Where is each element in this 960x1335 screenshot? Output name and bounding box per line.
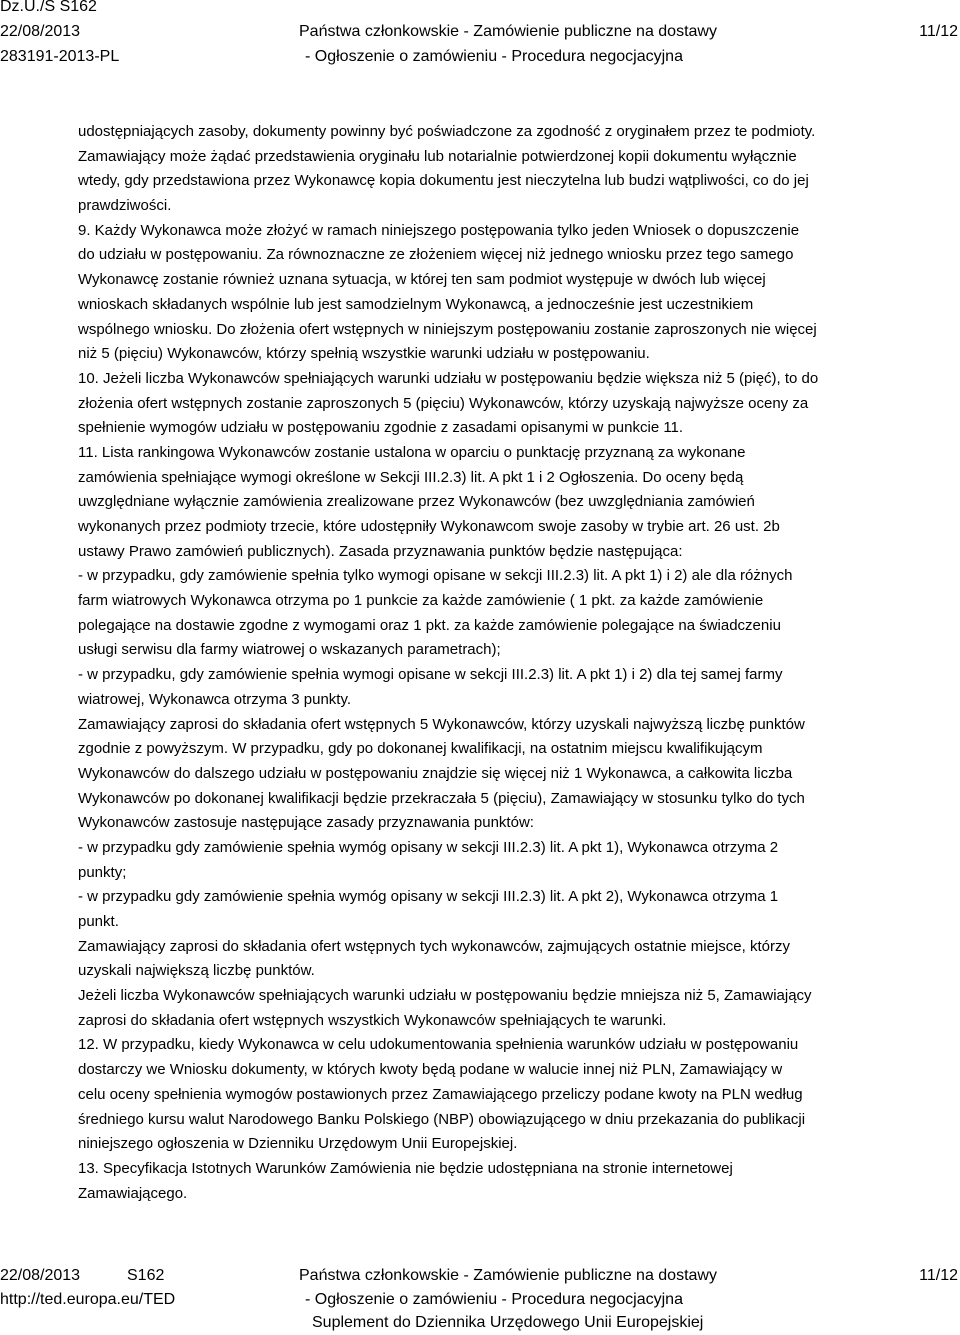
text-line: farm wiatrowych Wykonawca otrzyma po 1 punkcie za każde zamówienie ( 1 pkt. za każde zamówienie xyxy=(78,592,764,610)
text-line: Wykonawców zastosuje następujące zasady przyznawania punktów: xyxy=(78,814,534,832)
text-line: Wykonawców po dokonanej kwalifikacji będzie przekraczała 5 (pięciu), Zamawiający w stosunku tylko do tych xyxy=(78,789,805,807)
text-line: Wykonawcę zostanie również uznana sytuacja, w której ten sam podmiot występuje w dwóch lub więcej xyxy=(78,271,766,289)
footer-date: 22/08/2013 xyxy=(0,1267,81,1284)
footer-subtitle: - Ogłoszenie o zamówieniu - Procedura negocjacyjna xyxy=(305,1291,683,1308)
text-line: zamówienia spełniające wymogi określone w Sekcji III.2.3) lit. A pkt 1 i 2 Ogłoszenia. Do oceny będą xyxy=(78,468,744,486)
text-line: do udziału w postępowaniu. Za równoznaczne ze złożeniem więcej niż jednego wniosku przez tego samego xyxy=(78,246,794,264)
text-line: ustawy Prawo zamówień publicznych). Zasada przyznawania punktów będzie następująca: xyxy=(78,542,683,560)
text-line: - w przypadku gdy zamówienie spełnia wymóg opisany w sekcji III.2.3) lit. A pkt 2), Wykonawca otrzyma 1 xyxy=(78,888,779,906)
header-title: Państwa członkowskie - Zamówienie publiczne na dostawy xyxy=(299,23,717,40)
text-line: średniego kursu walut Narodowego Banku Polskiego (NBP) obowiązującego w dniu przekazania do publikacji xyxy=(78,1110,806,1128)
text-line: Jeżeli liczba Wykonawców spełniających warunki udziału w postępowaniu będzie mniejsza niż 5, Zamawiający xyxy=(78,987,812,1005)
text-line: udostępniających zasoby, dokumenty powinny być poświadczone za zgodność z oryginałem przez te podmioty. xyxy=(78,123,816,140)
text-line: 9. Każdy Wykonawca może złożyć w ramach niniejszego postępowania tylko jeden Wniosek o dopuszczenie xyxy=(78,221,800,239)
text-line: usługi serwisu dla farmy wiatrowej o wskazanych parametrach); xyxy=(78,641,501,659)
text-line: niż 5 (pięciu) Wykonawców, którzy spełnią wszystkie warunki udziału w postępowaniu. xyxy=(78,345,650,363)
text-line: złożenia ofert wstępnych zostanie zaproszonych 5 (pięciu) Wykonawców, którzy uzyskają najwyższe oceny za xyxy=(78,394,809,412)
footer-url: http://ted.europa.eu/TED xyxy=(0,1291,176,1308)
text-line: 10. Jeżeli liczba Wykonawców spełniających warunki udziału w postępowaniu będzie większa niż 5 (pięć), to do xyxy=(78,369,819,387)
footer-page-number: 11/12 xyxy=(919,1267,958,1284)
footer-issue: S162 xyxy=(127,1267,165,1284)
header-page-number: 11/12 xyxy=(919,23,958,40)
text-line: punkt. xyxy=(78,913,119,930)
header-subtitle: - Ogłoszenie o zamówieniu - Procedura negocjacyjna xyxy=(305,48,683,65)
text-line: wykonanych przez podmioty trzecie, które udostępniły Wykonawcom swoje zasoby w trybie art. 26 ust. 2b xyxy=(78,518,780,535)
text-line: wnioskach składanych wspólnie lub jest samodzielnym Wykonawcą, a jednocześnie jest uczestnikiem xyxy=(78,295,754,313)
text-line: 11. Lista rankingowa Wykonawców zostanie ustalona w oparciu o punktację przyznaną za wykonane xyxy=(78,443,746,461)
notice-body-text xyxy=(78,120,948,1206)
text-line: prawdziwości. xyxy=(78,197,172,215)
text-line: 13. Specyfikacja Istotnych Warunków Zamówienia nie będzie udostępniana na stronie internetowej xyxy=(78,1159,733,1177)
text-line: niniejszego ogłoszenia w Dzienniku Urzędowym Unii Europejskiej. xyxy=(78,1135,518,1153)
document-id: 283191-2013-PL xyxy=(0,48,120,65)
footer-title: Państwa członkowskie - Zamówienie publiczne na dostawy xyxy=(299,1267,717,1284)
text-line: Wykonawców do dalszego udziału w postępowaniu znajdzie się więcej niż 1 Wykonawca, a całkowita liczba xyxy=(78,764,793,782)
text-line: zaprosi do składania ofert wstępnych wszystkich Wykonawców spełniających te warunki. xyxy=(78,1011,667,1029)
text-line: Zamawiający może żądać przedstawienia oryginału lub notarialnie potwierdzonej kopii dokumentu wyłącznie xyxy=(78,147,797,165)
text-line: wiatrowej, Wykonawca otrzyma 3 punkty. xyxy=(78,690,352,708)
text-line: uwzględniane wyłącznie zamówienia zrealizowane przez Wykonawców (bez uwzględniania zamówień xyxy=(78,493,755,511)
text-line: spełnienie wymogów udziału w postępowaniu zgodnie z zasadami opisanymi w punkcie 11. xyxy=(78,419,684,437)
text-line: polegające na dostawie zgodne z wymogami oraz 1 pkt. za każde zamówienie polegające na świadczeniu xyxy=(78,616,781,634)
footer-supplement: Suplement do Dziennika Urzędowego Unii Europejskiej xyxy=(312,1314,704,1331)
text-line: wtedy, gdy przedstawiona przez Wykonawcę kopia dokumentu jest nieczytelna lub budzi wątpliwości, co do jej xyxy=(78,172,809,190)
text-line: 12. W przypadku, kiedy Wykonawca w celu udokumentowania spełnienia warunków udziału w postępowaniu xyxy=(78,1036,799,1054)
text-line: Zamawiającego. xyxy=(78,1184,188,1202)
text-line: celu oceny spełnienia wymogów postawionych przez Zamawiającego przeliczy podane kwoty na PLN według xyxy=(78,1085,803,1103)
text-line: punkty; xyxy=(78,863,127,881)
text-line: Zamawiający zaprosi do składania ofert wstępnych 5 Wykonawców, którzy uzyskali najwyższą liczbę punktów xyxy=(78,715,805,733)
text-line: - w przypadku gdy zamówienie spełnia wymóg opisany w sekcji III.2.3) lit. A pkt 1), Wykonawca otrzyma 2 xyxy=(78,838,779,856)
text-line: Zamawiający zaprosi do składania ofert wstępnych tych wykonawców, zajmujących ostatnie miejsce, którzy xyxy=(78,937,790,955)
journal-reference: Dz.U./S S162 xyxy=(0,0,97,15)
header-date: 22/08/2013 xyxy=(0,23,81,40)
text-line: dostarczy we Wniosku dokumenty, w których kwoty będą podane w walucie innej niż PLN, Zamawiający w xyxy=(78,1061,783,1079)
text-line: wspólnego wniosku. Do złożenia ofert wstępnych w niniejszym postępowaniu zostanie zaproszonych nie więcej xyxy=(78,320,817,338)
text-line: zgodnie z powyższym. W przypadku, gdy po dokonanej kwalifikacji, na ostatnim miejscu kwalifikującym xyxy=(78,740,763,758)
text-line: - w przypadku, gdy zamówienie spełnia tylko wymogi opisane w sekcji III.2.3) lit. A pkt 1) i 2) ale dla różnych xyxy=(78,567,793,585)
text-line: uzyskali największą liczbę punktów. xyxy=(78,962,315,980)
text-line: - w przypadku, gdy zamówienie spełnia wymogi opisane w sekcji III.2.3) lit. A pkt 1) i 2) dla tej samej farmy xyxy=(78,666,783,684)
